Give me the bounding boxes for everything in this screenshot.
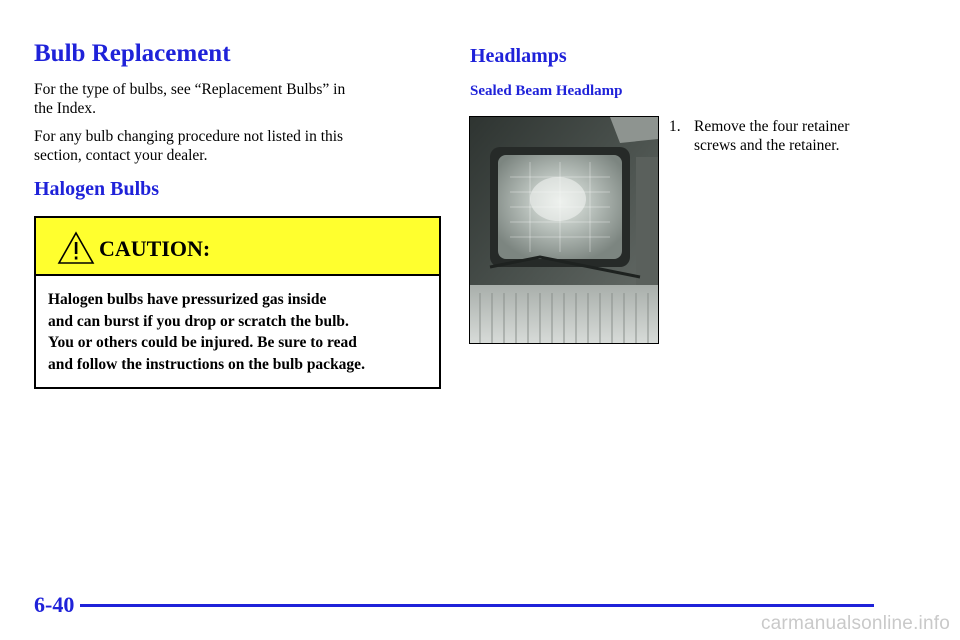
caution-line-1: Halogen bulbs have pressurized gas inside xyxy=(48,291,327,308)
step-number: 1. xyxy=(669,118,681,135)
headlamp-illustration xyxy=(470,117,658,343)
step-line-1: Remove the four retainer xyxy=(694,118,850,135)
headlamp-photo xyxy=(469,116,659,344)
caution-line-3: You or others could be injured. Be sure to read xyxy=(48,334,357,351)
caution-line-2: and can burst if you drop or scratch the bulb. xyxy=(48,312,349,330)
intro-line-2: the Index. xyxy=(34,100,96,117)
caution-label: CAUTION: xyxy=(99,236,211,261)
warning-triangle-icon xyxy=(57,231,95,265)
caution-box xyxy=(34,216,441,389)
dealer-paragraph xyxy=(34,127,424,165)
headlamps-heading: Headlamps xyxy=(470,45,567,67)
page-title: Bulb Replacement xyxy=(34,40,231,67)
intro-line-1: For the type of bulbs, see “Replacement Bulbs” in xyxy=(34,81,346,98)
footer-rule xyxy=(80,604,874,607)
intro-paragraph xyxy=(34,80,424,118)
dealer-line-2: section, contact your dealer. xyxy=(34,147,208,164)
caution-text xyxy=(48,289,433,375)
caution-header xyxy=(36,218,439,276)
caution-line-4: and follow the instructions on the bulb package. xyxy=(48,355,365,373)
halogen-bulbs-heading: Halogen Bulbs xyxy=(34,178,160,200)
step-line-2: screws and the retainer. xyxy=(694,137,840,154)
sealed-beam-heading: Sealed Beam Headlamp xyxy=(470,83,623,99)
watermark: carmanualsonline.info xyxy=(760,613,950,634)
step-text xyxy=(694,117,904,155)
dealer-line-1: For any bulb changing procedure not listed in this xyxy=(34,128,344,145)
page-number: 6-40 xyxy=(34,592,75,617)
